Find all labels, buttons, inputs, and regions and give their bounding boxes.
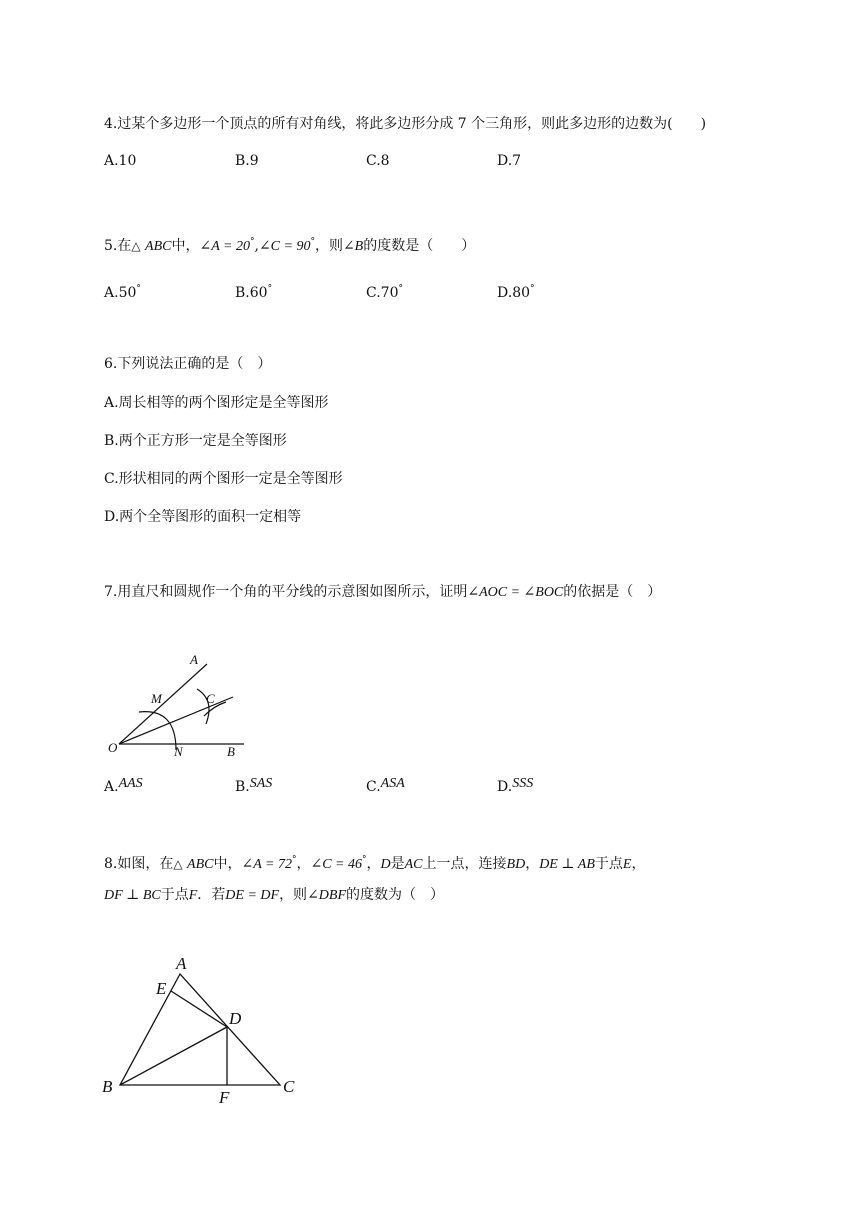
- question-7-option-b: B.SAS: [235, 776, 273, 795]
- label-b: B: [102, 1077, 113, 1096]
- segment-de: [171, 991, 227, 1027]
- label-d: D: [229, 1009, 242, 1028]
- question-7-option-d: D.SSS: [497, 776, 534, 795]
- question-7-option-a: A.AAS: [104, 776, 143, 795]
- question-8-stem-line-1: 8.如图，在△ ABC中，∠A = 72°，∠C = 46°，D是AC上一点，连接BD，DE ⊥ AB于点E，: [104, 855, 646, 872]
- segment-bd: [120, 1027, 227, 1085]
- label-a: A: [176, 954, 187, 973]
- question-7-stem: 7.用直尺和圆规作一个角的平分线的示意图如图所示，证明∠AOC = ∠BOC的依据是（ ）: [104, 584, 662, 600]
- ray-oa: [119, 664, 207, 744]
- question-8-stem-line-2: DF ⊥ BC于点F．若DE = DF，则∠DBF的度数为（ ）: [104, 887, 445, 903]
- label-o: O: [108, 740, 118, 755]
- question-6-option-d: D.两个全等图形的面积一定相等: [104, 509, 302, 525]
- ray-oc-bisector: [119, 697, 233, 744]
- question-6-stem: 6.下列说法正确的是（ ）: [104, 356, 272, 372]
- question-4-option-c: C.8: [366, 153, 390, 169]
- label-b: B: [227, 744, 235, 759]
- question-5-option-a: A.50°: [104, 284, 141, 301]
- question-4-option-b: B.9: [235, 153, 259, 169]
- label-m: M: [151, 691, 162, 706]
- label-n: N: [174, 744, 183, 759]
- question-5-stem: 5.在△ ABC中，∠A = 20°,∠C = 90°，则∠B的度数是（ ）: [104, 237, 476, 254]
- question-6-option-c: C.形状相同的两个图形一定是全等图形: [104, 471, 343, 487]
- arc-c-lower: [204, 702, 226, 716]
- question-6-option-b: B.两个正方形一定是全等图形: [104, 433, 287, 449]
- question-5-option-d: D.80°: [497, 284, 535, 301]
- question-4-option-a: A.10: [104, 153, 137, 169]
- label-a: A: [190, 652, 198, 667]
- arc-c-upper: [197, 689, 209, 724]
- question-4-stem: 4.过某个多边形一个顶点的所有对角线，将此多边形分成 7 个三角形，则此多边形的边数为( ): [104, 116, 707, 132]
- label-e: E: [156, 979, 167, 998]
- arc-mn: [139, 712, 176, 750]
- label-c: C: [206, 691, 215, 706]
- question-6-option-a: A.周长相等的两个图形定是全等图形: [104, 395, 329, 411]
- question-7-option-c: C.ASA: [366, 776, 405, 795]
- question-4-option-d: D.7: [497, 153, 522, 169]
- label-f: F: [219, 1088, 230, 1107]
- label-c: C: [283, 1077, 295, 1096]
- triangle-abc: [120, 974, 280, 1085]
- question-5-option-c: C.70°: [366, 284, 403, 301]
- question-5-option-b: B.60°: [235, 284, 273, 301]
